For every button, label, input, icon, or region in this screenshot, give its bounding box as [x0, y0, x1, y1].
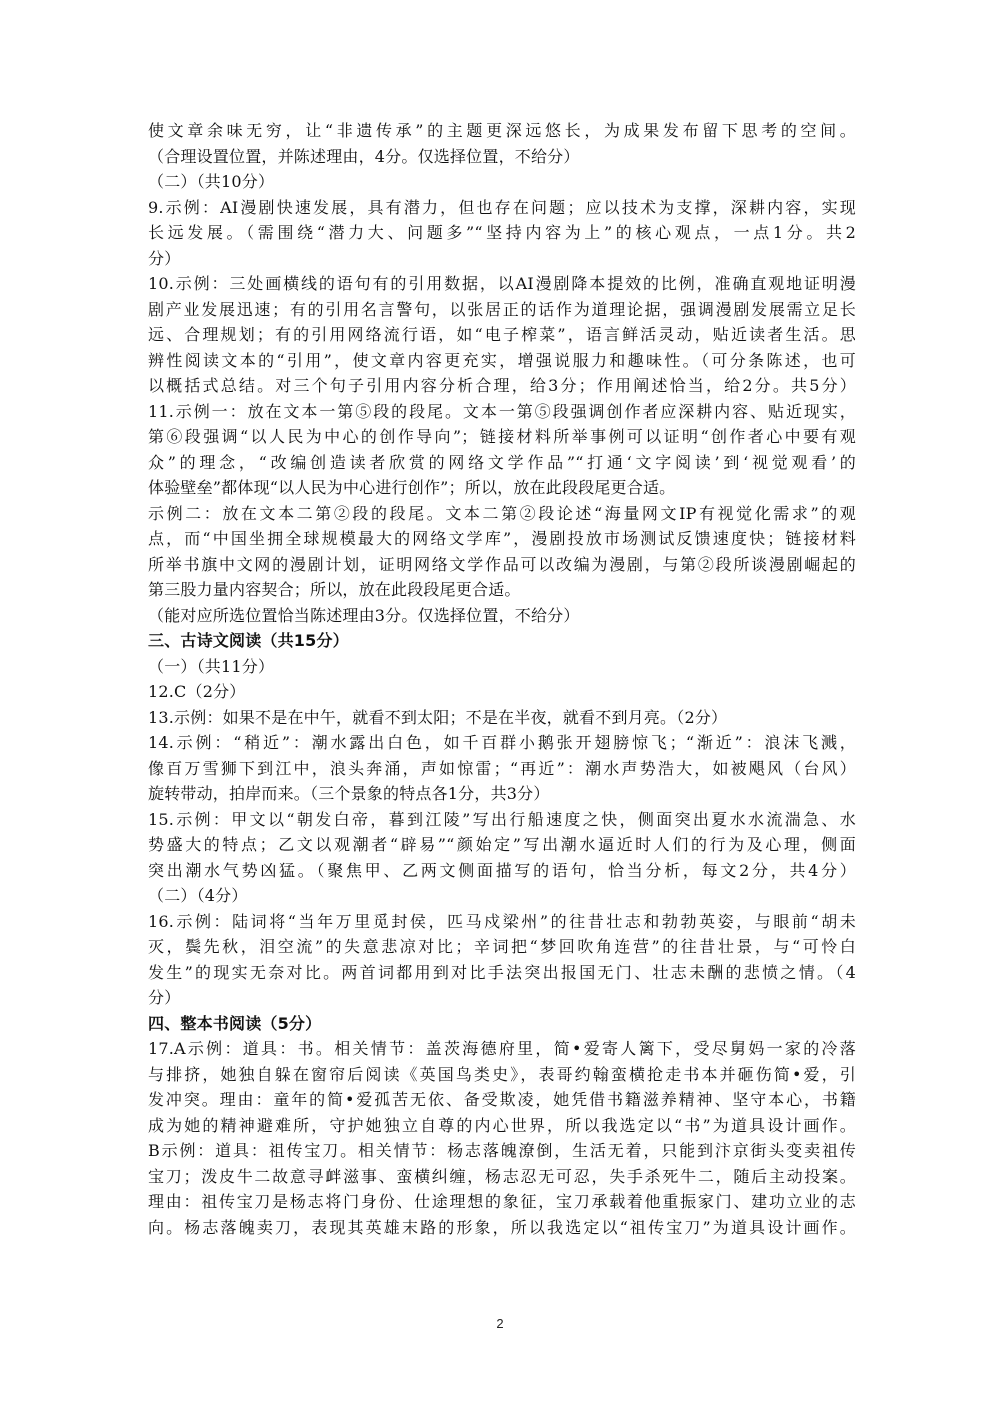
text-line: 示例二：放在文本二第②段的段尾。文本二第②段论述“海量网文IP有视觉化需求”的观	[148, 503, 856, 523]
text-line: 9.示例：AI漫剧快速发展，具有潜力，但也存在问题；应以技术为支撑，深耕内容，实现	[148, 197, 856, 217]
text-line: 所举书旗中文网的漫剧计划，证明网络文学作品可以改编为漫剧，与第②段所谈漫剧崛起的	[148, 554, 856, 574]
text-line: （一）（共11分）	[148, 656, 275, 676]
text-line: 旋转带动，拍岸而来。（三个景象的特点各1分，共3分）	[148, 784, 550, 803]
text-line: 第三股力量内容契合；所以，放在此段段尾更合适。	[148, 580, 521, 599]
text-line: 突出潮水气势凶猛。（聚焦甲、乙两文侧面描写的语句，恰当分析，每文2分，共4分）	[148, 860, 856, 880]
text-line: 像百万雪狮下到江中，浪头奔涌，声如惊雷；“再近”：潮水声势浩大，如被飓风（台风）	[148, 758, 856, 778]
text-line: 灭，鬓先秋，泪空流”的失意悲凉对比；辛词把“梦回吹角连营”的往昔壮景，与“可怜白	[148, 937, 856, 956]
text-line: 13.示例：如果不是在中午，就看不到太阳；不是在半夜，就看不到月亮。（2分）	[148, 707, 728, 727]
text-line: 15.示例：甲文以“朝发白帝，暮到江陵”写出行船速度之快，侧面突出夏水水流湍急、水	[148, 809, 856, 829]
text-line: （合理设置位置，并陈述理由，4分。仅选择位置，不给分）	[148, 146, 580, 166]
text-line: 发生”的现实无奈对比。两首词都用到对比手法突出报国无门、壮志未酬的悲愤之情。（4	[148, 962, 856, 982]
text-line: 理由：祖传宝刀是杨志将门身份、仕途理想的象征，宝刀承载着他重振家门、建功立业的志	[148, 1192, 856, 1211]
text-line: （二）（4分）	[148, 886, 248, 905]
text-line: 剧产业发展迅速；有的引用名言警句，以张居正的话作为道理论据，强调漫剧发展需立足长	[148, 299, 856, 319]
answer-key-text	[148, 118, 856, 1240]
text-line: 长远发展。（需围绕“潜力大、问题多”“坚持内容为上”的核心观点，一点1分。共2	[148, 223, 856, 242]
text-line: 11.示例一：放在文本一第⑤段的段尾。文本一第⑤段强调创作者应深耕内容、贴近现实，	[148, 401, 856, 421]
text-line: 第⑥段强调“以人民为中心的创作导向”；链接材料所举事例可以证明“创作者心中要有观	[148, 427, 856, 446]
text-line: 点，而“中国坐拥全球规模最大的网络文学库”，漫剧投放市场测试反馈速度快；链接材料	[148, 529, 856, 548]
text-line: 辨性阅读文本的“引用”，使文章内容更充实，增强说服力和趣味性。（可分条陈述，也可	[148, 350, 856, 370]
text-line: 与排挤，她独自躲在窗帘后阅读《英国鸟类史》，表哥约翰蛮横抢走书本并砸伤简•爱，引	[148, 1064, 856, 1084]
text-line: （能对应所选位置恰当陈述理由3分。仅选择位置，不给分）	[148, 605, 580, 625]
text-line: 成为她的精神避难所，守护她独立自尊的内心世界，所以我选定以“书”为道具设计画作。	[148, 1115, 856, 1135]
text-line: 10.示例：三处画横线的语句有的引用数据，以AI漫剧降本提效的比例，准确直观地证明漫	[148, 274, 856, 293]
section-heading: 三、古诗文阅读（共15分）	[148, 631, 349, 650]
text-line: 14.示例：“稍近”：潮水露出白色，如千百群小鹅张开翅膀惊飞；“渐近”：浪沫飞溅，	[148, 733, 856, 752]
text-line: 势盛大的特点；乙文以观潮者“辟易”“颜始定”写出潮水逼近时人们的行为及心理，侧面	[148, 835, 856, 854]
text-line: 向。杨志落魄卖刀，表现其英雄末路的形象，所以我选定以“祖传宝刀”为道具设计画作。	[148, 1217, 856, 1237]
text-line: 远、合理规划；有的引用网络流行语，如“电子榨菜”，语言鲜活灵动，贴近读者生活。思	[148, 325, 856, 344]
text-line: 12.C（2分）	[148, 682, 246, 701]
text-line: 分）	[148, 248, 181, 268]
text-line: 使文章余味无穷，让“非遗传承”的主题更深远悠长，为成果发布留下思考的空间。	[148, 121, 856, 140]
text-line: 17.A示例：道具：书。相关情节：盖茨海德府里，简•爱寄人篱下，受尽舅妈一家的冷落	[148, 1039, 856, 1058]
text-line: B示例：道具：祖传宝刀。相关情节：杨志落魄潦倒，生活无着，只能到汴京街头变卖祖传	[148, 1141, 856, 1160]
text-line: 体验壁垒”都体现“以人民为中心进行创作”；所以，放在此段段尾更合适。	[148, 478, 676, 497]
text-line: （二）（共10分）	[148, 172, 275, 191]
text-line: 宝刀；泼皮牛二故意寻衅滋事、蛮横纠缠，杨志忍无可忍，失手杀死牛二，随后主动投案。	[148, 1166, 856, 1186]
text-line: 16.示例：陆词将“当年万里觅封侯，匹马戍梁州”的往昔壮志和勃勃英姿，与眼前“胡未	[148, 911, 856, 931]
page-number: 2	[496, 1316, 504, 1331]
text-line: 众”的理念，“改编创造读者欣赏的网络文学作品”“打通‘文字阅读’到‘视觉观看’的	[148, 452, 856, 472]
text-line: 分）	[148, 988, 181, 1007]
section-heading: 四、整本书阅读（5分）	[148, 1013, 322, 1033]
text-line: 以概括式总结。对三个句子引用内容分析合理，给3分；作用阐述恰当，给2分。共5分）	[148, 376, 856, 395]
text-line: 发冲突。理由：童年的简•爱孤苦无依、备受欺凌，她凭借书籍滋养精神、坚守本心，书籍	[148, 1090, 856, 1109]
